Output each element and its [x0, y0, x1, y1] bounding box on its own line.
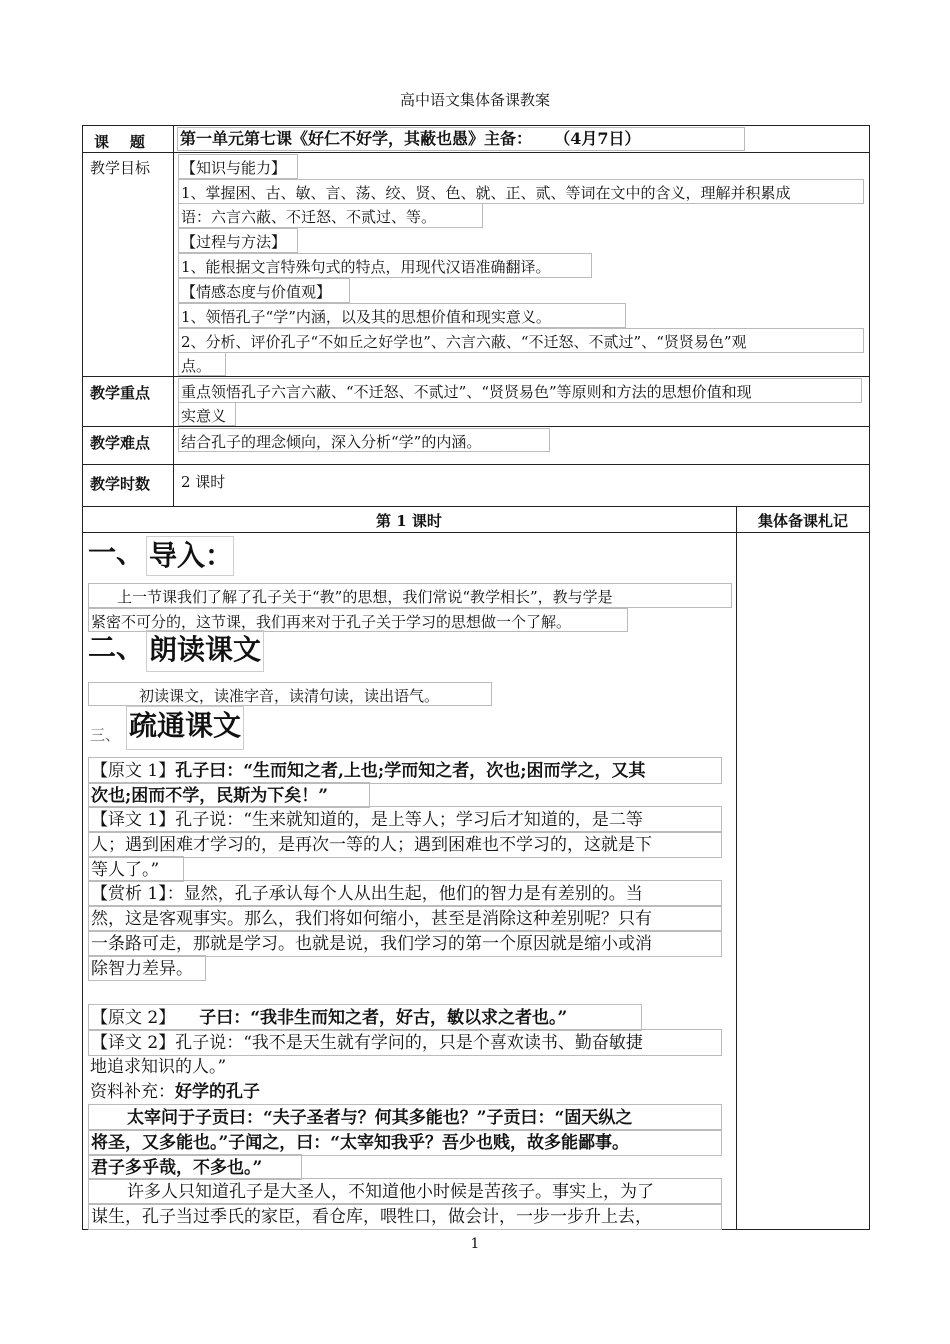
table-right-border — [869, 125, 870, 1230]
goal-text: 2、分析、评价孔子“不如丘之好学也”、六言六蔽、“不迁怒、不贰过”、“贤贤易色”观 — [178, 328, 864, 353]
hours-label: 教学时数 — [90, 475, 151, 493]
row-divider — [82, 532, 870, 533]
row-divider — [82, 506, 870, 507]
goal-text: 点。 — [178, 352, 226, 376]
translation-2 — [88, 1029, 722, 1056]
analysis-text: ：显然，孔子承认每个人从出生起，他们的智力是有差别的。当 — [166, 884, 643, 904]
goal-text: 语：六言六蔽、不迁怒、不贰过、等。 — [178, 203, 483, 228]
notes-column-divider — [736, 506, 737, 1230]
section-number: 一、 — [88, 536, 145, 569]
section-number: 三、 — [90, 726, 121, 744]
translation-1-cont: 人；遇到困难才学习的，是再次一等的人；遇到困难也不学习的，这就是下 — [88, 831, 722, 858]
goal-text: 1、掌握困、古、敏、言、荡、绞、贤、色、就、正、贰、等词在文中的含义，理解并积累成 — [178, 179, 864, 204]
analysis-1-cont: 然，这是客观事实。那么，我们将如何缩小，甚至是消除这种差别呢？只有 — [88, 905, 722, 932]
quote-text: 太宰问于子贡曰：“夫子圣者与？何其多能也？”子贡曰：“固天纵之 — [88, 1104, 722, 1131]
key-points-text: 实意义 — [178, 402, 236, 426]
row-divider — [82, 426, 870, 427]
lesson-label: 课 题 — [94, 133, 145, 151]
goal-text: 1、能根据文言特殊句式的特点，用现代汉语准确翻译。 — [178, 253, 592, 278]
document-header: 高中语文集体备课教案 — [399, 91, 550, 109]
goals-label: 教学目标 — [90, 159, 151, 177]
goal-text: 1、领悟孔子“学”内涵，以及其的思想价值和现实意义。 — [178, 303, 626, 328]
label-column-divider — [173, 125, 174, 506]
table-left-border — [82, 125, 83, 1230]
original-text: 孔子曰：“生而知之者,上也;学而知之者，次也;困而学之，又其 — [175, 761, 646, 781]
key-points-text: 重点领悟孔子六言六蔽、“不迁怒、不贰过”、“贤贤易色”等原则和方法的思想价值和现 — [178, 378, 862, 403]
translation-1 — [88, 806, 722, 833]
section-title-intro: 导入： — [146, 536, 234, 576]
original-text-2 — [88, 1004, 642, 1031]
analysis-1-cont: 一条路可走，那就是学习。也就是说，我们学习的第一个原因就是缩小或消 — [88, 930, 722, 957]
original-tag: 【原文 2】 — [91, 1008, 176, 1028]
section-title-comprehension: 疏通课文 — [126, 706, 244, 750]
intro-paragraph: 紧密不可分的，这节课，我们再来对于孔子关于学习的思想做一个了解。 — [88, 608, 628, 632]
quote-text: 君子多乎哉，不多也。” — [88, 1154, 302, 1180]
table-top-border — [82, 125, 870, 126]
goals-heading-knowledge: 【知识与能力】 — [178, 154, 298, 179]
difficulty-text: 结合孔子的理念倾向，深入分析“学”的内涵。 — [178, 428, 550, 452]
translation-text: 孔子说：“我不是天生就有学问的，只是个喜欢读书、勤奋敏捷 — [175, 1033, 643, 1053]
section-title-reading: 朗读课文 — [146, 630, 264, 672]
translation-2-cont: 地追求知识的人。” — [90, 1057, 227, 1077]
lesson-period-title: 第 1 课时 — [376, 512, 442, 530]
original-tag: 【原文 1】 — [91, 761, 176, 781]
supplement-label: 资料补充： — [90, 1082, 175, 1102]
notes-column-title: 集体备课札记 — [757, 512, 848, 530]
hours-value: 2 课时 — [181, 473, 226, 491]
key-points-label: 教学重点 — [90, 384, 151, 402]
supplement-title: 好学的孔子 — [175, 1082, 260, 1102]
translation-text: 孔子说：“生来就知道的，是上等人；学习后才知道的，是二等 — [175, 810, 643, 830]
row-divider — [82, 464, 870, 465]
analysis-1-cont: 除智力差异。 — [88, 955, 206, 981]
intro-paragraph: 上一节课我们了解了孔子关于“教”的思想，我们常说“教学相长”，教与学是 — [88, 583, 732, 608]
row-divider — [82, 376, 870, 377]
translation-tag: 【译文 1】 — [91, 810, 176, 830]
difficulty-label: 教学难点 — [90, 434, 151, 452]
translation-1-cont: 等人了。” — [88, 856, 184, 882]
lesson-title: 第一单元第七课《好仁不好学，其蔽也愚》主备： （4月7日） — [177, 127, 745, 151]
paragraph-text: 许多人只知道孔子是大圣人，不知道他小时候是苦孩子。事实上，为了 — [88, 1178, 722, 1205]
supplement — [90, 1080, 260, 1105]
translation-tag: 【译文 2】 — [91, 1033, 176, 1053]
analysis-1 — [88, 880, 722, 907]
original-text-1-cont: 次也;困而不学，民斯为下矣！” — [88, 782, 370, 808]
section-number: 二、 — [88, 631, 145, 664]
paragraph-text: 谋生，孔子当过季氏的家臣，看仓库，喂牲口，做会计，一步一步升上去， — [88, 1203, 722, 1230]
original-text-1 — [88, 757, 722, 784]
goals-heading-values: 【情感态度与价值观】 — [178, 278, 350, 303]
reading-instruction: 初读课文，读准字音，读清句读，读出语气。 — [88, 682, 492, 706]
original-text: 子曰：“我非生而知之者，好古，敏以求之者也。” — [199, 1008, 568, 1028]
row-divider — [82, 152, 870, 153]
page-number: 1 — [470, 1236, 480, 1252]
quote-text: 将圣，又多能也。”子闻之，曰：“太宰知我乎？吾少也贱，故多能鄙事。 — [88, 1129, 722, 1156]
analysis-tag: 【赏析 1】 — [91, 884, 167, 904]
goals-heading-process: 【过程与方法】 — [178, 228, 298, 253]
